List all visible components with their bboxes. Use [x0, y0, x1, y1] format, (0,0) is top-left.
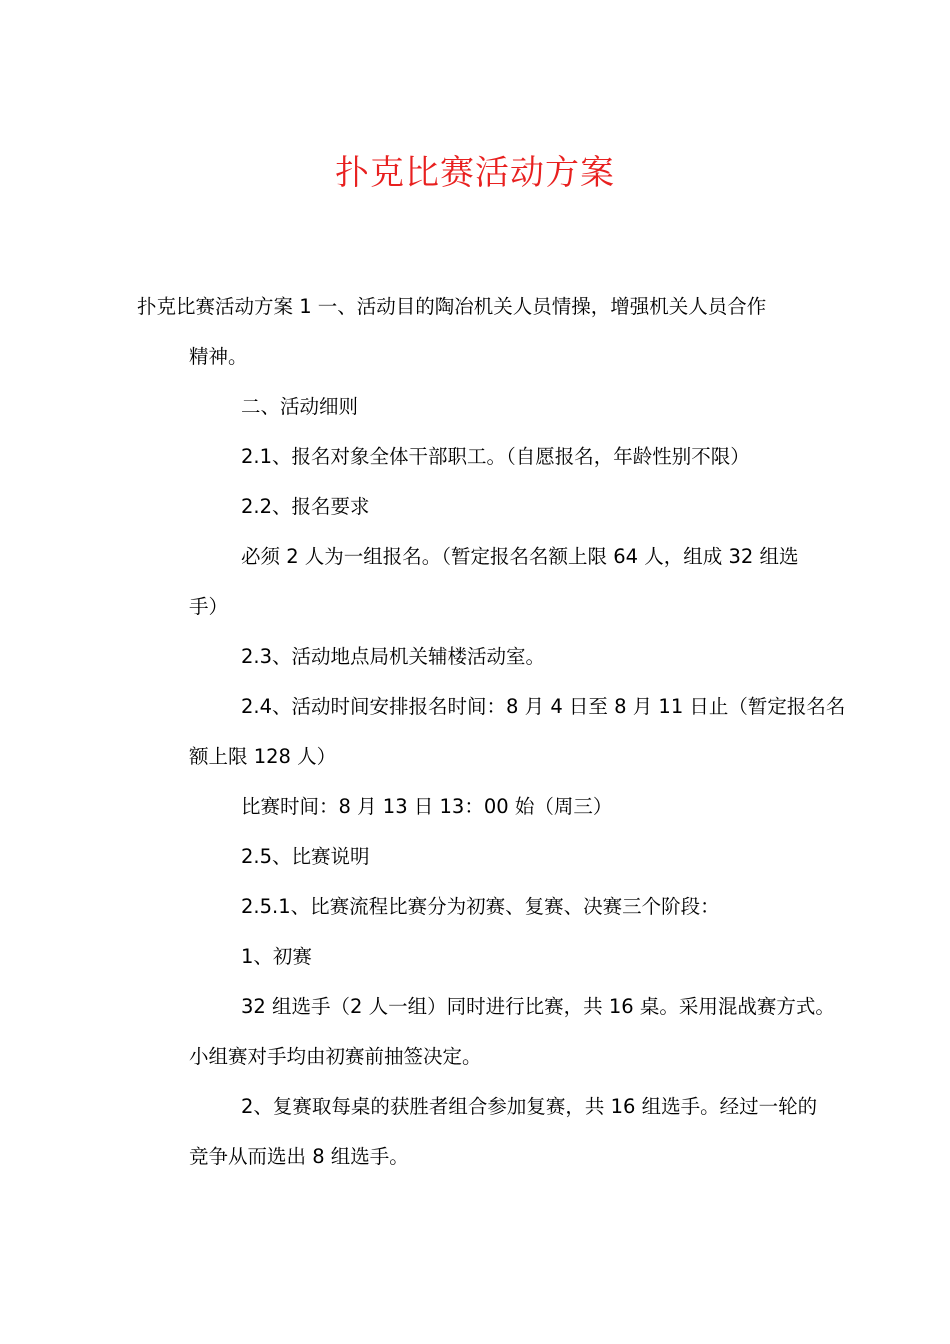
- paragraph-line: 精神。: [189, 345, 248, 368]
- paragraph-line: 2.2、报名要求: [241, 495, 370, 518]
- paragraph-line: 2.5.1、比赛流程比赛分为初赛、复赛、决赛三个阶段：: [241, 895, 720, 918]
- paragraph: [137, 282, 822, 382]
- paragraph-line: 扑克比赛活动方案 1 一、活动目的陶冶机关人员情操，增强机关人员合作: [137, 295, 767, 318]
- paragraph: [137, 532, 822, 632]
- paragraph-line: 2、复赛取每桌的获胜者组合参加复赛，共 16 组选手。经过一轮的: [241, 1095, 818, 1118]
- paragraph: [137, 432, 822, 482]
- paragraph: [137, 782, 822, 832]
- paragraph-line: 手）: [189, 595, 229, 618]
- paragraph-line: 竞争从而选出 8 组选手。: [189, 1145, 409, 1168]
- paragraph-line: 1、初赛: [241, 945, 312, 968]
- paragraph: [137, 632, 822, 682]
- paragraph-line: 2.1、报名对象全体干部职工。（自愿报名，年龄性别不限）: [241, 445, 750, 468]
- document-title: 扑克比赛活动方案: [335, 153, 615, 193]
- paragraph: [137, 682, 846, 782]
- paragraph-line: 必须 2 人为一组报名。（暂定报名名额上限 64 人，组成 32 组选: [241, 545, 799, 568]
- paragraph: [137, 1082, 822, 1182]
- paragraph-line: 二、活动细则: [241, 395, 359, 418]
- paragraph: [137, 382, 822, 432]
- paragraph-line: 32 组选手（2 人一组）同时进行比赛，共 16 桌。采用混战赛方式。: [241, 995, 835, 1018]
- paragraph: [137, 932, 822, 982]
- paragraph: [137, 482, 822, 532]
- paragraph-line: 2.5、比赛说明: [241, 845, 370, 868]
- paragraph: [137, 882, 822, 932]
- paragraph-line: 2.4、活动时间安排报名时间：8 月 4 日至 8 月 11 日止（暂定报名名: [241, 695, 846, 718]
- document-body: [137, 282, 846, 1182]
- paragraph-line: 2.3、活动地点局机关辅楼活动室。: [241, 645, 546, 668]
- paragraph: [137, 832, 822, 882]
- paragraph-line: 额上限 128 人）: [189, 745, 337, 768]
- paragraph-line: 小组赛对手均由初赛前抽签决定。: [189, 1045, 482, 1068]
- paragraph: [137, 982, 835, 1082]
- paragraph-line: 比赛时间：8 月 13 日 13：00 始（周三）: [241, 795, 613, 818]
